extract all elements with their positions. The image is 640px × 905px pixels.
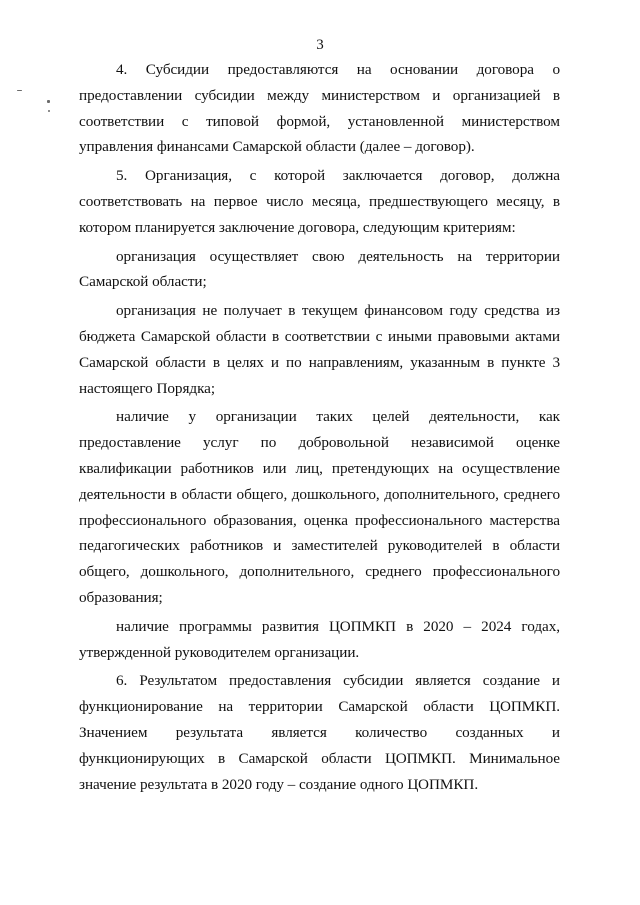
criterion-activity-goals: наличие у организации таких целей деятельности, как предоставление услуг по добровольной независимой оценке квалификации работников или лиц, претендующих на осуществление деятельности в области общего, дошкольного, дополнительного, среднего профессионального образования, оценка профессионального мастерства педагогических работников и заместителей руководителей в области общего, дошкольного, дополнительного, среднего профессионального образования; — [79, 408, 560, 606]
criterion-no-other-funding: организация не получает в текущем финансовом году средства из бюджета Самарской области в соответствии с иными правовыми актами Самарской области в целях и по направлениям, указанным в пункте 3 настоящего Порядка; — [79, 302, 560, 397]
paragraph-4: 4. Субсидии предоставляются на основании договора о предоставлении субсидии между министерством и организацией в соответствии с типовой формой, установленной министерством управления финансами Самарской области (далее – договор). — [79, 61, 560, 156]
paragraph-6: 6. Результатом предоставления субсидии является создание и функционирование на территории Самарской области ЦОПМКП. Значением результата является количество созданных и функционирующих в Самарской области ЦОПМКП. Минимальное значение результата в 2020 году – создание одного ЦОПМКП. — [79, 672, 560, 793]
scan-artifact — [47, 100, 50, 103]
document-body — [79, 57, 560, 800]
scan-artifact — [48, 110, 50, 112]
criterion-territory: организация осуществляет свою деятельность на территории Самарской области; — [79, 247, 560, 291]
paragraph-5: 5. Организация, с которой заключается договор, должна соответствовать на первое число месяца, предшествующего месяцу, в котором планируется заключение договора, следующим критериям: — [79, 167, 560, 236]
scan-artifact — [17, 90, 22, 91]
page-number: 3 — [316, 37, 324, 53]
criterion-development-program: наличие программы развития ЦОПМКП в 2020 – 2024 годах, утвержденной руководителем организации. — [79, 617, 560, 661]
